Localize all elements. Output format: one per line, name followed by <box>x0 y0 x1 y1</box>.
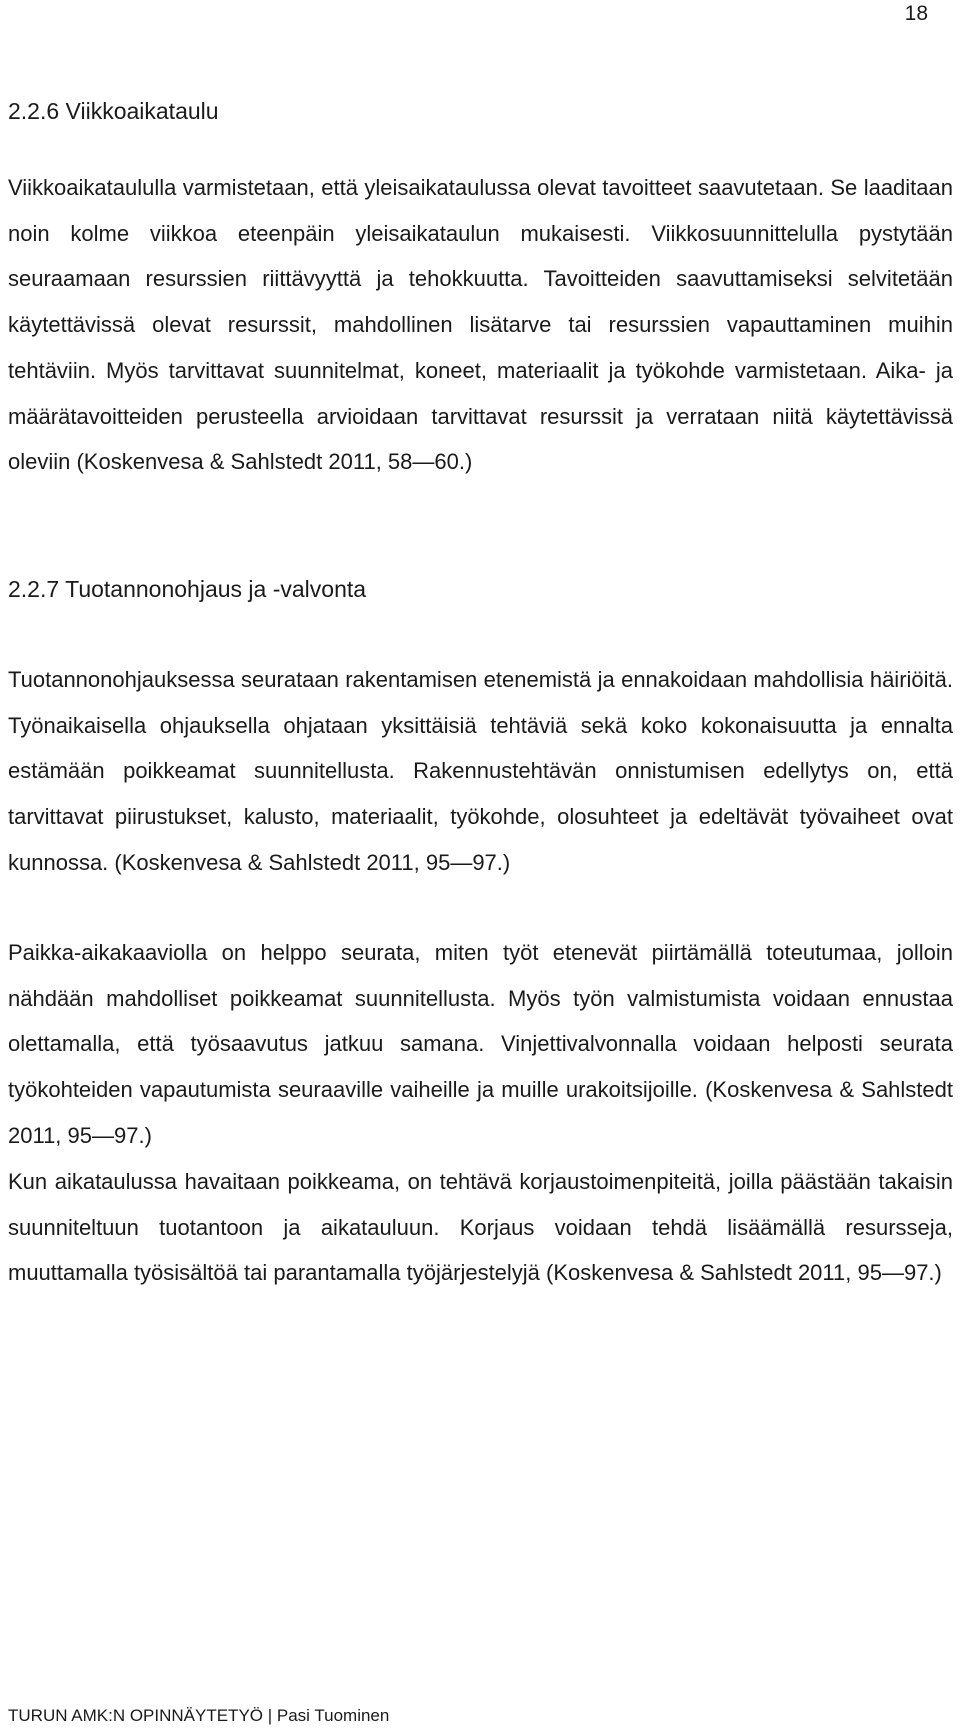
paragraph-tuotannonohjaus: Tuotannonohjauksessa seurataan rakentamisen etenemistä ja ennakoidaan mahdollisia häiriöitä. Työnaikaisella ohjauksella ohjataan yksittäisiä tehtäviä sekä koko kokonaisuutta ja ennalta estämään poikkeamat suunnitellusta. Rakennustehtävän onnistumisen edellytys on, että tarvittavat piirustukset, kalusto, materiaalit, työkohde, olosuhteet ja edeltävät työvaiheet ovat kunnossa. (Koskenvesa & Sahlstedt 2011, 95—97.) <box>8 667 953 875</box>
paragraph-korjaustoimenpiteet: Kun aikataulussa havaitaan poikkeama, on tehtävä korjaustoimenpiteitä, joilla päästään takaisin suunniteltuun tuotantoon ja aikatauluun. Korjaus voidaan tehdä lisäämällä resursseja, muuttamalla työsisältöä tai parantamalla työjärjestelyjä (Koskenvesa & Sahlstedt 2011, 95—97.) <box>8 1169 953 1286</box>
footer: TURUN AMK:N OPINNÄYTETYÖ | Pasi Tuominen <box>8 1706 390 1725</box>
paragraph-paikka-aikakaavio: Paikka-aikakaaviolla on helppo seurata, miten työt etenevät piirtämällä toteutumaa, jolloin nähdään mahdolliset poikkeamat suunnitellusta. Myös työn valmistumista voidaan ennustaa olettamalla, että työsaavutus jatkuu samana. Vinjettivalvonnalla voidaan helposti seurata työkohteiden vapautumista seuraaville vaiheille ja muille urakoitsijoille. (Koskenvesa & Sahlstedt 2011, 95—97.) <box>8 940 953 1148</box>
page-number: 18 <box>904 2 928 25</box>
paragraph-viikkoaikataulu: Viikkoaikataululla varmistetaan, että yleisaikataulussa olevat tavoitteet saavutetaan. Se laaditaan noin kolme viikkoa eteenpäin yleisaikataulun mukaisesti. Viikkosuunnittelulla pystytään seuraamaan resurssien riittävyyttä ja tehokkuutta. Tavoitteiden saavuttamiseksi selvitetään käytettävissä olevat resurssit, mahdollinen lisätarve tai resurssien vapauttaminen muihin tehtäviin. Myös tarvittavat suunnitelmat, koneet, materiaalit ja työkohde varmistetaan. Aika- ja määrätavoitteiden perusteella arvioidaan tarvittavat resurssit ja verrataan niitä käytettävissä oleviin (Koskenvesa & Sahlstedt 2011, 58—60.) <box>8 175 953 475</box>
section-heading-viikkoaikataulu: 2.2.6 Viikkoaikataulu <box>8 98 219 124</box>
section-heading-tuotannonohjaus: 2.2.7 Tuotannonohjaus ja -valvonta <box>8 576 367 602</box>
